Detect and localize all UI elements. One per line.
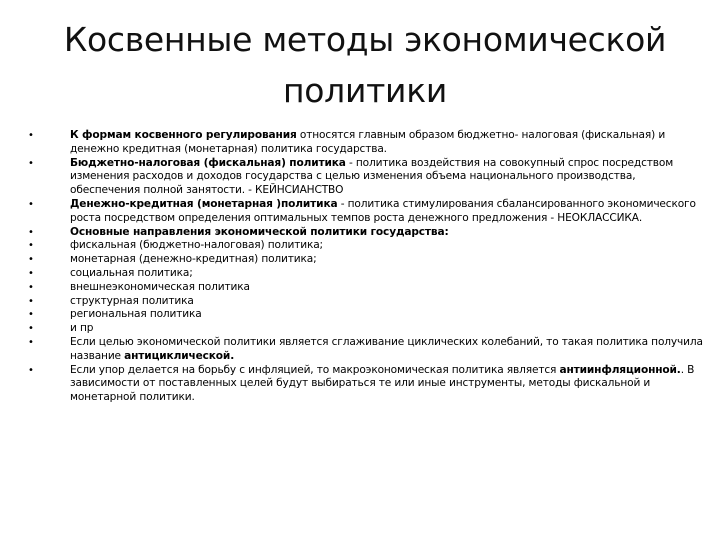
- bullet-text: и пр: [70, 322, 94, 335]
- slide-title-line-1: Косвенные методы экономической: [63, 20, 667, 59]
- bullet-text: монетарная (денежно-кредитная) политика;: [70, 253, 317, 266]
- bullet-text: фискальная (бюджетно-налоговая) политика;: [70, 239, 323, 252]
- bullet-list: [22, 129, 712, 405]
- slide-title-line-2: политики: [283, 71, 447, 110]
- bullet-text: региональная политика: [70, 308, 202, 321]
- bullet-bold-text: Денежно-кредитная (монетарная )политика: [70, 197, 338, 210]
- bullet-item-structural: [22, 295, 712, 309]
- bullet-item-foreign-economic: [22, 281, 712, 295]
- bullet-text: - политика воздействия на совокупный спрос посредством изменения расходов и доходов государства с целью изменения объема национального производства, обеспечения полной занятости. - КЕЙНСИАНСТВО: [70, 156, 674, 197]
- bullet-item-anticyclical: [22, 336, 712, 364]
- bullet-bold-text: Основные направления экономической политики государства:: [70, 225, 449, 238]
- bullet-bold-text: антиинфляционной.: [559, 363, 681, 376]
- bullet-item-regional: [22, 308, 712, 322]
- bullet-item-monetary: [22, 253, 712, 267]
- bullet-item-fiscal-policy: [22, 157, 712, 198]
- bullet-bold-text: К формам косвенного регулирования: [70, 129, 297, 141]
- bullet-text: Если упор делается на борьбу с инфляцией, то макроэкономическая политика является: [70, 363, 560, 376]
- bullet-text: - политика стимулирования сбалансированного экономического роста посредством определения оптимальных темпов роста денежного предложения - НЕОКЛАССИКА.: [70, 197, 696, 224]
- bullet-item-main-directions: [22, 226, 712, 240]
- bullet-item-anti-inflation: [22, 364, 712, 405]
- bullet-text: структурная политика: [70, 294, 194, 307]
- bullet-text: . В зависимости от поставленных целей будут выбираться те или иные инструменты, методы фискальной и монетарной политики.: [70, 363, 695, 404]
- bullet-item-social: [22, 267, 712, 281]
- bullet-item-indirect-regulation: [22, 129, 712, 157]
- bullet-text: социальная политика;: [70, 266, 193, 279]
- bullet-item-monetary-policy: [22, 198, 712, 226]
- bullet-text: относятся главным образом бюджетно- налоговая (фискальная) и денежно кредитная (монетарная) политика государства.: [70, 129, 666, 155]
- bullet-text: внешнеэкономическая политика: [70, 280, 250, 293]
- bullet-bold-text: антициклической.: [124, 349, 235, 362]
- slide-title: [40, 14, 690, 116]
- bullet-item-etc: [22, 322, 712, 336]
- bullet-text: Если целью экономической политики является сглаживание циклических колебаний, то такая политика получила название: [70, 335, 703, 362]
- bullet-bold-text: Бюджетно-налоговая (фискальная) политика: [70, 156, 346, 169]
- bullet-item-fiscal: [22, 239, 712, 253]
